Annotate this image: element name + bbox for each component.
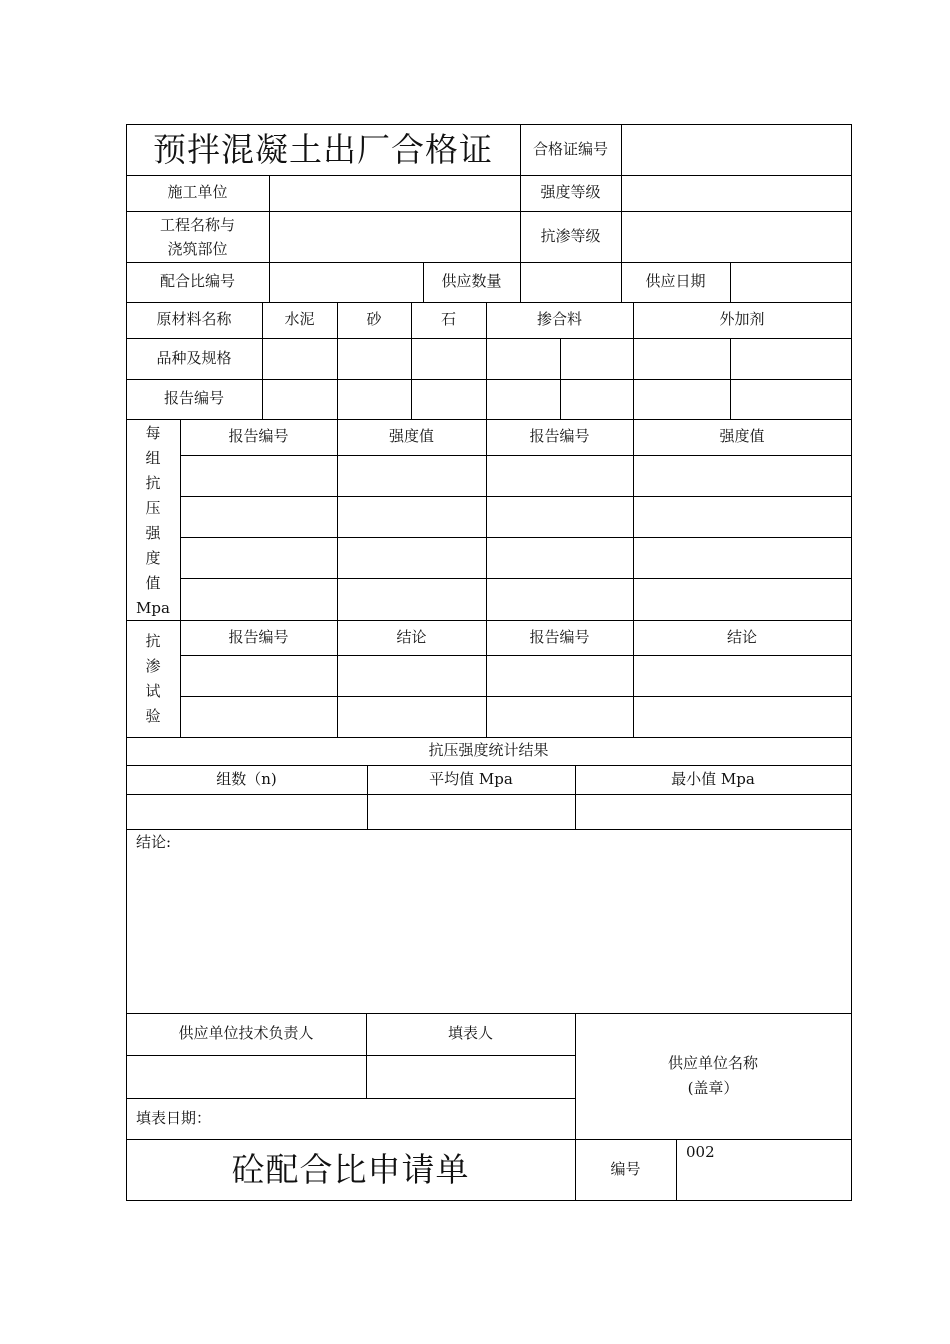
side-char: 验	[145, 706, 161, 725]
material-additive: 外加剂	[719, 310, 765, 329]
material-admixture: 掺合料	[536, 310, 582, 329]
side-char: 抗	[145, 631, 161, 650]
report-no-label: 报告编号	[163, 389, 224, 408]
statistics-minimum-field[interactable]	[575, 794, 851, 829]
side-char: 抗	[145, 474, 161, 492]
compressive-col-report-no: 报告编号	[228, 427, 289, 446]
side-char: Mpa	[136, 599, 170, 617]
statistics-groups-field[interactable]	[126, 794, 367, 829]
material-cement: 水泥	[284, 310, 315, 329]
impermeability-col-conclusion-2: 结论	[726, 627, 757, 646]
grid-line	[180, 696, 852, 697]
grid-line	[486, 419, 487, 737]
project-name-field[interactable]	[269, 211, 520, 262]
mix-request-no-value: 002	[686, 1143, 715, 1161]
supplier-name-label	[575, 1050, 851, 1102]
material-stone: 石	[440, 310, 456, 329]
grid-line	[180, 496, 852, 497]
statistics-average-field[interactable]	[367, 794, 575, 829]
grid-line	[180, 578, 852, 579]
mix-ratio-no-field[interactable]	[269, 262, 423, 302]
side-char: 组	[145, 449, 161, 467]
grid-line	[126, 1200, 852, 1201]
side-char: 渗	[145, 656, 161, 675]
conclusion-label: 结论:	[136, 833, 172, 851]
material-sand: 砂	[366, 310, 382, 329]
side-char: 强	[145, 524, 161, 542]
supplier-name-line2: (盖章）	[687, 1079, 739, 1097]
side-char: 压	[145, 499, 161, 517]
tech-lead-label: 供应单位技术负责人	[178, 1024, 314, 1043]
grid-line	[337, 419, 338, 737]
grid-line	[730, 338, 731, 419]
statistics-title: 抗压强度统计结果	[428, 741, 549, 760]
supply-qty-field[interactable]	[520, 262, 621, 302]
impermeability-col-report-no-2: 报告编号	[529, 627, 590, 646]
mix-request-no-label: 编号	[610, 1159, 641, 1178]
statistics-average-label: 平均值 Mpa	[429, 769, 513, 788]
materials-label: 原材料名称	[156, 310, 232, 329]
strength-grade-field[interactable]	[621, 175, 851, 211]
impermeability-col-conclusion: 结论	[396, 627, 427, 646]
side-char: 试	[145, 681, 161, 700]
grid-line	[560, 338, 561, 419]
supply-qty-label: 供应数量	[441, 272, 502, 291]
compressive-col-report-no-2: 报告编号	[529, 427, 590, 446]
cert-no-field[interactable]	[621, 124, 851, 175]
project-name-label	[126, 211, 269, 262]
project-name-label-line1: 工程名称与	[159, 215, 235, 234]
grid-line	[851, 124, 852, 1201]
grid-line	[180, 537, 852, 538]
side-char: 值	[145, 574, 161, 592]
supplier-name-line1: 供应单位名称	[667, 1054, 758, 1072]
grid-line	[180, 655, 852, 656]
filler-field[interactable]	[366, 1055, 575, 1098]
strength-grade-label: 强度等级	[540, 183, 601, 202]
mix-ratio-no-label: 配合比编号	[159, 272, 235, 291]
impermeability-side-label	[126, 620, 180, 737]
grid-line	[180, 455, 852, 456]
supply-date-field[interactable]	[730, 262, 851, 302]
filler-label: 填表人	[447, 1024, 493, 1043]
project-name-label-line2: 浇筑部位	[167, 239, 228, 258]
statistics-minimum-label: 最小值 Mpa	[671, 769, 755, 788]
fill-date-label: 填表日期：	[136, 1108, 212, 1127]
grid-line	[180, 419, 181, 737]
variety-spec-label: 品种及规格	[156, 348, 232, 367]
construction-unit-field[interactable]	[269, 175, 520, 211]
compressive-col-strength-2: 强度值	[719, 427, 765, 446]
side-char: 度	[145, 549, 161, 567]
certificate-title: 预拌混凝土出厂合格证	[153, 129, 493, 169]
grid-line	[633, 419, 634, 737]
impermeability-grade-label: 抗渗等级	[540, 226, 601, 245]
cert-no-label: 合格证编号	[532, 139, 608, 158]
compressive-side-label	[126, 421, 180, 619]
impermeability-col-report-no: 报告编号	[228, 627, 289, 646]
mix-request-title: 砼配合比申请单	[231, 1149, 470, 1189]
impermeability-grade-field[interactable]	[621, 211, 851, 262]
compressive-col-strength: 强度值	[388, 427, 434, 446]
statistics-groups-label: 组数（n)	[216, 769, 277, 788]
tech-lead-field[interactable]	[126, 1055, 366, 1098]
grid-line	[676, 1139, 677, 1201]
construction-unit-label: 施工单位	[167, 183, 228, 202]
supply-date-label: 供应日期	[645, 272, 706, 291]
grid-line	[126, 829, 852, 830]
side-char: 每	[145, 424, 161, 442]
